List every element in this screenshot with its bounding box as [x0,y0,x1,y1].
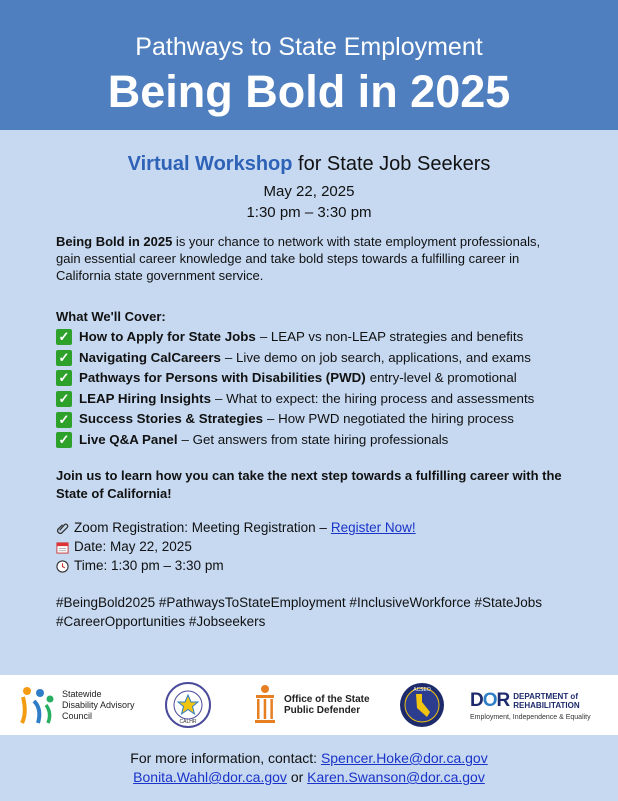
intro-bold: Being Bold in 2025 [56,234,173,249]
cover-item: ✓ Success Stories & Strategies – How PWD negotiated the hiring process [56,409,596,430]
time-label: Time: 1:30 pm – 3:30 pm [74,558,224,573]
dor-letters: DOR [470,689,510,711]
calhr-label: CALHR [179,719,197,725]
dor-name: DEPARTMENT of REHABILITATION [513,691,580,710]
cover-item: ✓ How to Apply for State Jobs – LEAP vs non-LEAP strategies and benefits [56,327,596,348]
workshop-time: 1:30 pm – 3:30 pm [246,204,372,221]
clock-icon [56,560,69,573]
hashtags-line-1: #BeingBold2025 #PathwaysToStateEmployment #InclusiveWorkforce #StateJobs [56,595,543,610]
cover-heading: What We'll Cover: [56,309,166,324]
cover-list [56,327,596,451]
date-label: Date: May 22, 2025 [74,539,192,554]
footer-contact [0,735,618,801]
email-link-karen[interactable]: Karen.Swanson@dor.ca.gov [307,769,485,785]
acseo-seal-icon [399,682,445,728]
zoom-registration-row [56,519,416,537]
ospd-name: Office of the State Public Defender [284,694,370,716]
sdac-name: Statewide Disability Advisory Council [62,688,135,721]
email-link-spencer[interactable]: Spencer.Hoke@dor.ca.gov [320,750,488,766]
cover-item: ✓ Live Q&A Panel – Get answers from state hiring professionals [56,430,596,451]
header-subtitle: Pathways to State Employment [135,33,483,61]
main-content [0,130,618,675]
check-icon: ✓ [56,370,72,386]
ospd-column-icon [252,683,278,727]
hashtags-line-2: #CareerOpportunities #Jobseekers [56,614,266,629]
cover-item: ✓ Navigating CalCareers – Live demo on job search, applications, and exams [56,348,596,369]
check-icon: ✓ [56,350,72,366]
zoom-label: Zoom Registration: Meeting Registration – [74,520,327,535]
partner-logos-strip [0,675,618,735]
ospd-logo [252,681,377,729]
check-icon: ✓ [56,432,72,448]
paperclip-icon [56,522,69,535]
workshop-accent: Virtual Workshop [127,153,293,175]
sdac-figure-icon [18,683,58,727]
register-now-link[interactable]: Register Now! [330,520,416,535]
workshop-date: May 22, 2025 [263,183,355,200]
date-row [56,538,192,556]
footer-or: or [290,769,304,785]
email-link-bonita[interactable]: Bonita.Wahl@dor.ca.gov [133,769,287,785]
hashtags [56,593,586,631]
check-icon: ✓ [56,391,72,407]
acseo-label: ACSEO [413,687,431,693]
calendar-icon [56,541,69,554]
join-callout: Join us to learn how you can take the next step towards a fulfilling career with the State of California! [56,468,562,501]
sdac-logo [18,681,138,729]
workshop-rest: for State Job Seekers [292,153,491,175]
check-icon: ✓ [56,412,72,428]
calhr-logo [160,681,216,729]
footer-label: For more information, contact: [130,750,318,766]
cover-item: ✓ LEAP Hiring Insights – What to expect: the hiring process and assessments [56,389,596,410]
intro-paragraph [56,233,566,284]
footer-line-1 [0,735,618,768]
header-banner [0,0,618,130]
header-title: Being Bold in 2025 [107,66,511,117]
acseo-logo [398,681,446,729]
dor-tagline: Employment, Independence & Equality [470,713,591,721]
check-icon: ✓ [56,329,72,345]
footer-line-2 [0,768,618,787]
time-row [56,557,224,575]
cover-item: ✓ Pathways for Persons with Disabilities (PWD) entry-level & promotional [56,368,596,389]
dor-logo [470,681,600,729]
intro-text: is your chance to network with state employment professionals, gain essential career knowledge and take bold steps towards a fulfilling career in California state government service. [56,234,541,283]
workshop-heading [0,152,618,176]
calhr-seal-icon [164,681,212,729]
